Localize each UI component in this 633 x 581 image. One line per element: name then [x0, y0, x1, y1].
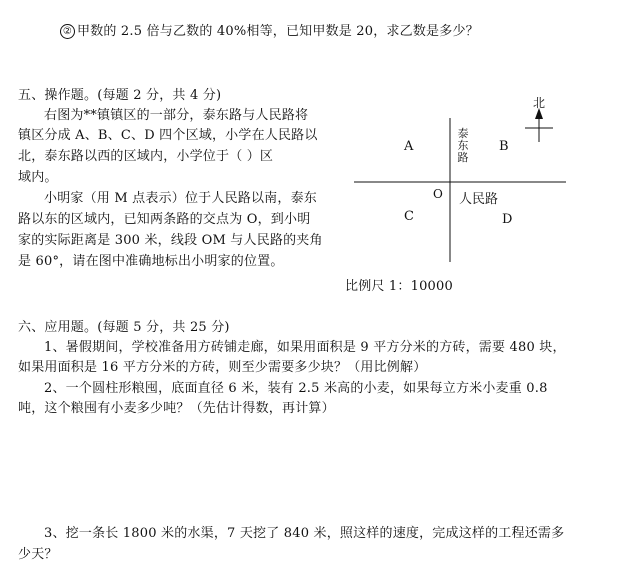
north-label: 北: [533, 96, 546, 110]
section-6-heading: 六、应用题。(每题 5 分，共 25 分): [18, 320, 230, 335]
section-5-line: 域内。: [18, 170, 58, 185]
problem-1-line: 1、暑假期间，学校准备用方砖铺走廊，如果用面积是 9 平方分米的方砖，需要 480 块，: [44, 340, 566, 355]
problem-2-line: 2、一个圆柱形粮囤，底面直径 6 米，装有 2.5 米高的小麦，如果每立方米小麦重 0.8: [44, 381, 548, 396]
section-5-line: 右图为**镇镇区的一部分，泰东路与人民路将: [44, 108, 309, 123]
region-b-label: B: [499, 139, 509, 154]
road-vertical-char: 路: [457, 151, 469, 164]
section-5-line: 北，泰东路以西的区域内，小学位于（ ）区: [18, 149, 274, 164]
road-horizontal-label: 人民路: [459, 192, 499, 207]
origin-label: O: [433, 187, 443, 201]
problem-3-line: 少天？: [18, 547, 58, 562]
section-5-line: 小明家（用 M 点表示）位于人民路以南，泰东: [44, 191, 317, 206]
road-vertical-char: 东: [457, 139, 469, 152]
problem-1-line: 如果用面积是 16 平方分米的方砖，则至少需要多少块？（用比例解）: [18, 360, 427, 375]
road-vertical-char: 泰: [457, 127, 469, 140]
question-number-marker: ②: [60, 24, 75, 39]
section-5-line: 家的实际距离是 300 米，线段 OM 与人民路的夹角: [18, 233, 323, 248]
region-c-label: C: [404, 209, 414, 224]
section-5-line: 是 60°，请在图中准确地标出小明家的位置。: [18, 254, 284, 269]
section-5-line: 路以东的区域内，已知两条路的交点为 O，到小明: [18, 212, 311, 227]
question-2-text: 甲数的 2.5 倍与乙数的 40%相等，已知甲数是 20，求乙数是多少？: [77, 24, 479, 39]
problem-2-line: 吨，这个粮囤有小麦多少吨？（先估计得数，再计算）: [18, 401, 335, 416]
map-scale: 比例尺 1：10000: [345, 279, 453, 294]
road-vertical-label: [457, 128, 469, 164]
region-a-label: A: [404, 139, 414, 154]
region-d-label: D: [502, 212, 513, 227]
section-5-line: 镇区分成 A、B、C、D 四个区域，小学在人民路以: [18, 128, 318, 143]
section-5-heading: 五、操作题。(每题 2 分，共 4 分): [18, 88, 222, 103]
problem-3-line: 3、挖一条长 1800 米的水渠，7 天挖了 840 米，照这样的速度，完成这样的工程还需多: [44, 526, 565, 541]
